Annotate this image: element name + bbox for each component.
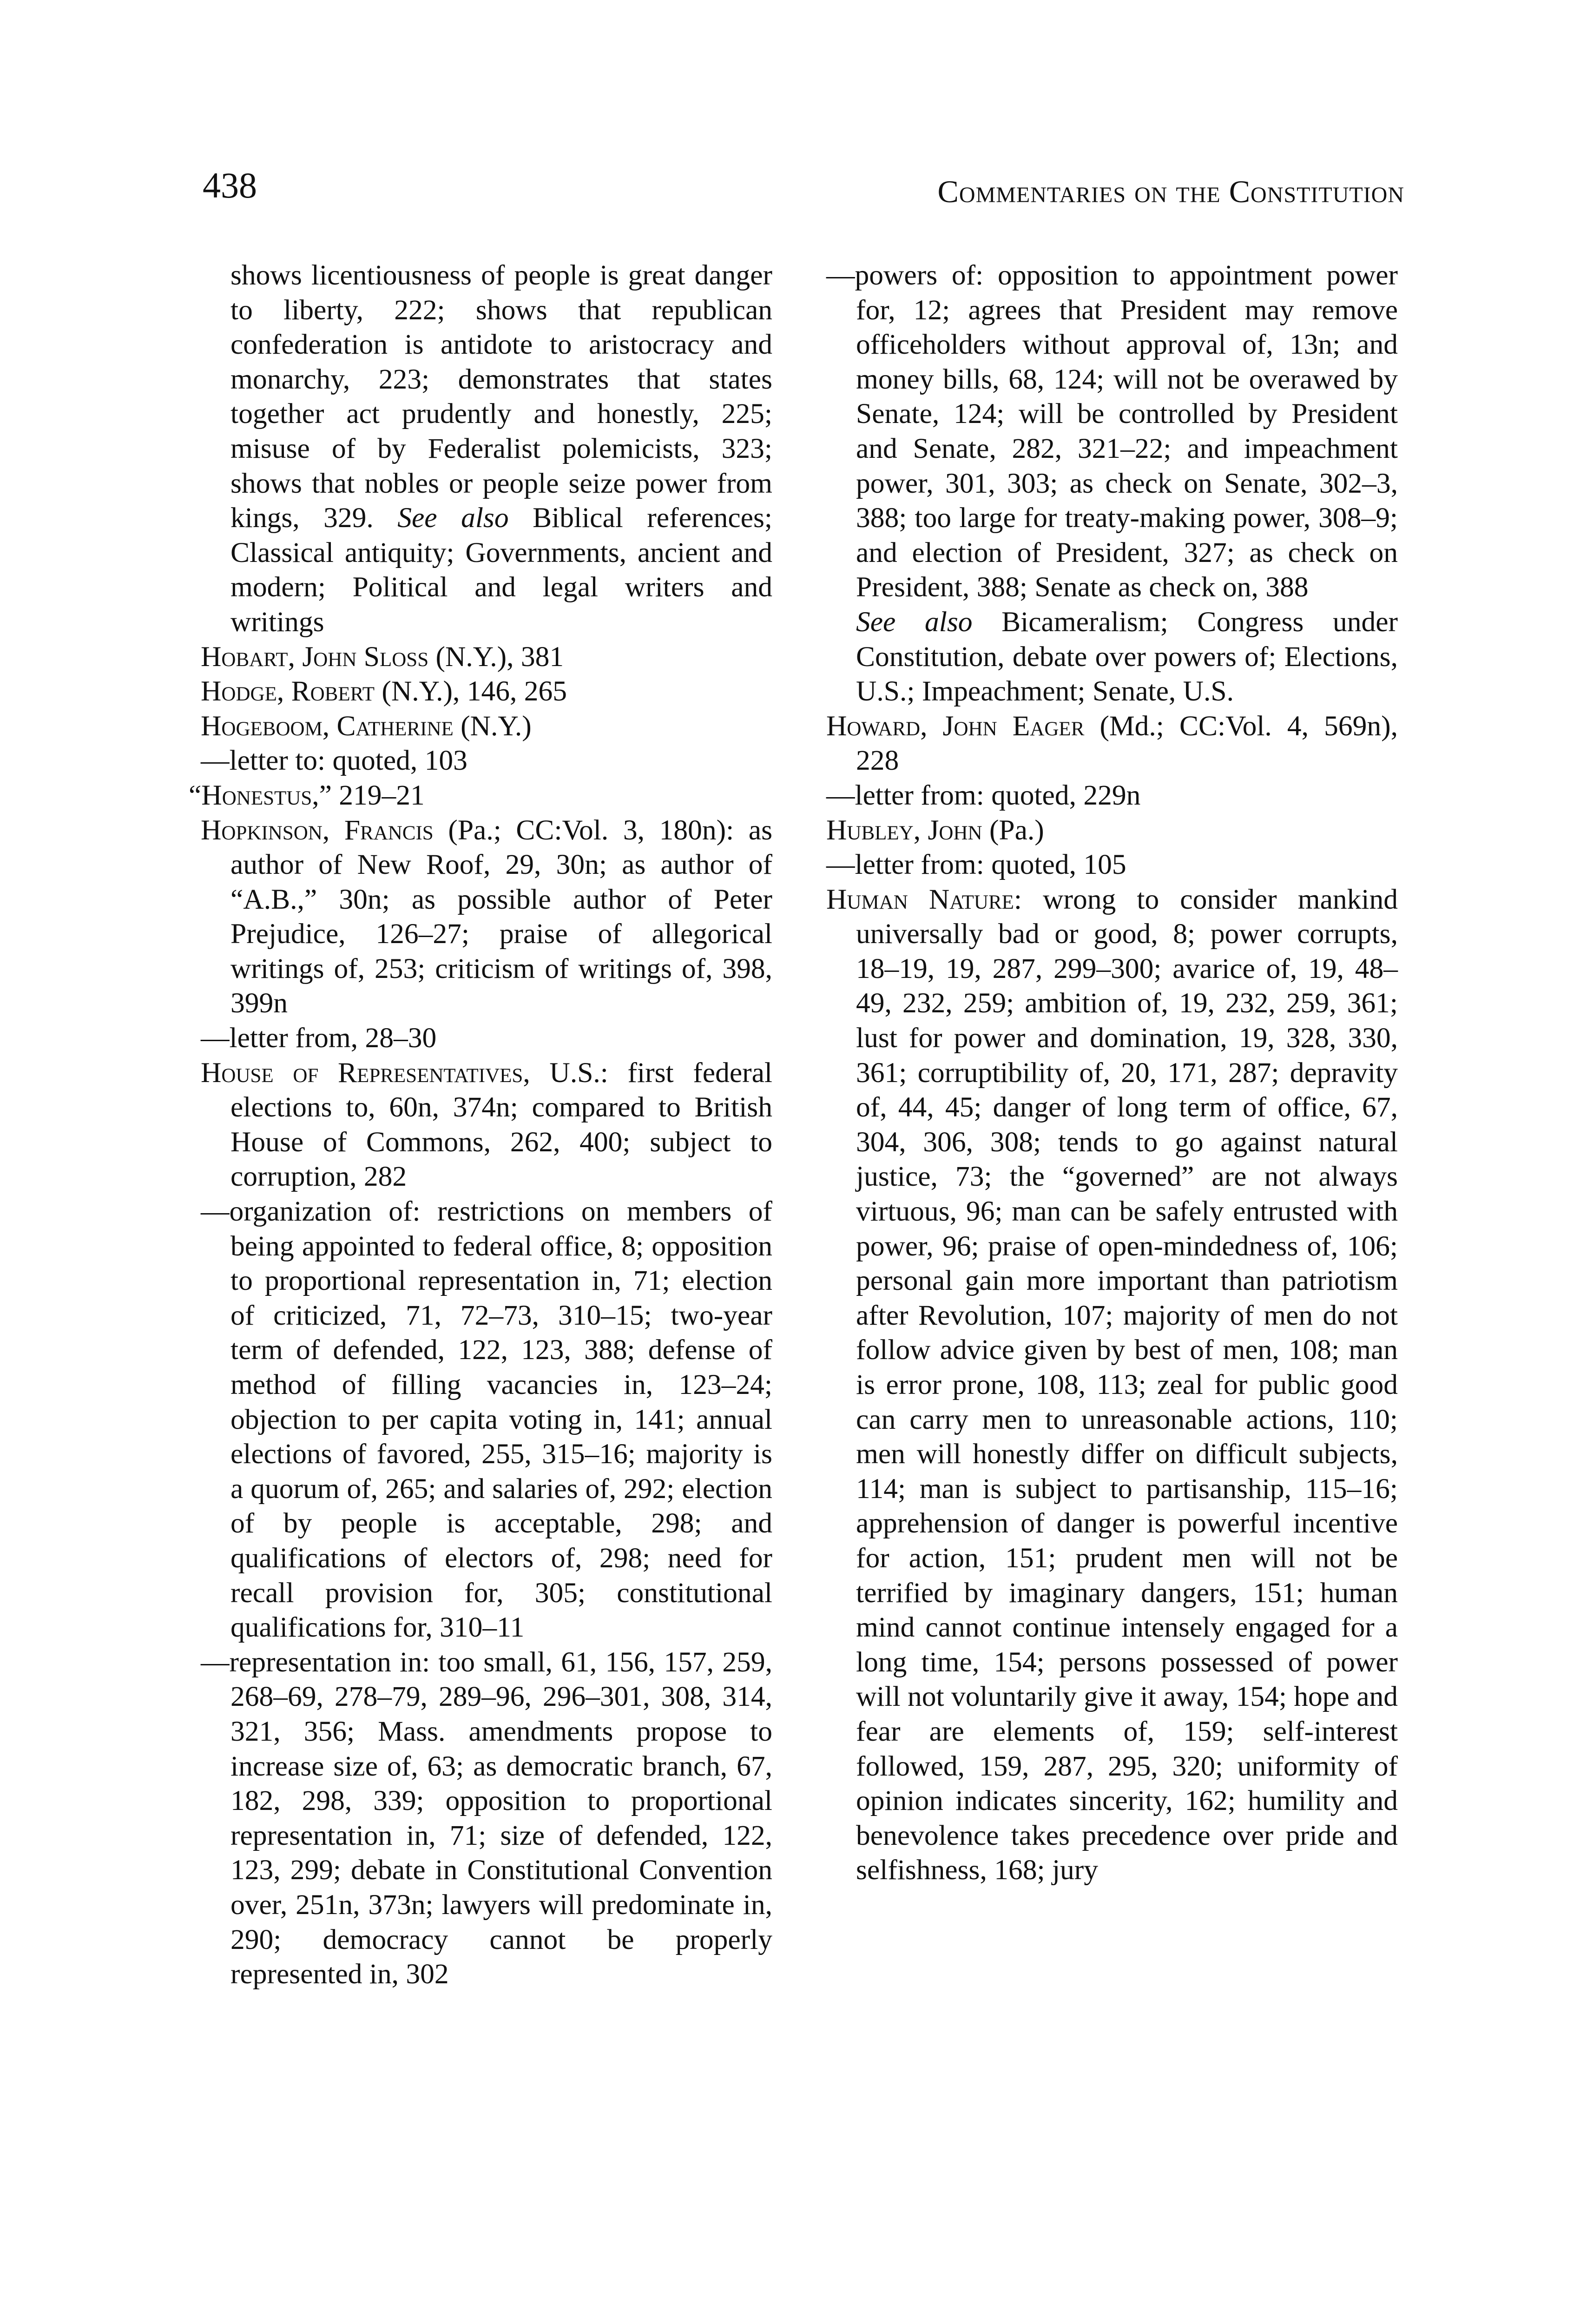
index-entry-howard: Howard, John Eager (Md.; CC:Vol. 4, 569n), 228 xyxy=(826,710,1398,777)
index-entry-hopkinson: Hopkinson, Francis (Pa.; CC:Vol. 3, 180n): as author of New Roof, 29, 30n; as author of “A.B.,” 30n; as possible author of Peter Prejudice, 126–27; praise of allegorical writings of, 253; criticism of writings of, 398, 399n xyxy=(201,814,773,1019)
index-entry-honestus: “Honestus,” 219–21 xyxy=(189,779,425,811)
running-head: Commentaries on the Constitution xyxy=(937,174,1404,209)
index-entry-hogeboom: Hogeboom, Catherine (N.Y.) xyxy=(201,710,532,742)
index-subentry: —powers of: opposition to appointment power for, 12; agrees that President may remove officeholders without approval of, 13n; and money bills, 68, 124; will not be overawed by Senate, 124; will be controlled by President and Senate, 282, 321–22; and impeachment power, 301, 303; as check on Senate, 302–3, 388; too large for treaty-making power, 308–9; and election of President, 327; as check on President, 388; Senate as check on, 388 xyxy=(826,259,1398,603)
index-subentry: —letter to: quoted, 103 xyxy=(201,745,467,777)
index-entry-hobart: Hobart, John Sloss (N.Y.), 381 xyxy=(201,640,564,673)
index-entry-human-nature: Human Nature: wrong to consider mankind universally bad or good, 8; power corrupts, 18–19, 19, 287, 299–300; avarice of, 19, 48–49, 232, 259; ambition of, 19, 232, 259, 361; lust for power and domination, 19, 328, 330, 361; corruptibility of, 20, 171, 287; depravity of, 44, 45; danger of long term of office, 67, 304, 306, 308; tends to go against natural justice, 73; the “governed” are not always virtuous, 96; man can be safely entrusted with power, 96; praise of open-mindedness of, 106; personal gain more important than patriotism after Revolution, 107; majority of men do not follow advice given by best of men, 108; man is error prone, 108, 113; zeal for public good can carry men to unreasonable actions, 110; men will honestly differ on difficult subjects, 114; man is subject to partisanship, 115–16; apprehension of danger is powerful incentive for action, 151; prudent men will not be terrified by imaginary dangers, 151; human mind cannot continue intensely engaged for a long time, 154; persons possessed of power will not voluntarily give it away, 154; hope and fear are elements of, 159; self-interest followed, 159, 287, 295, 320; uniformity of opinion indicates sincerity, 162; humility and benevolence takes precedence over pride and selfishness, 168; jury xyxy=(826,883,1398,1886)
index-entry-see-also: See also Bicameralism; Congress under Constitution, debate over powers of; Elections, U.S.; Impeachment; Senate, U.S. xyxy=(856,606,1398,707)
index-entry-continuation: shows licentiousness of people is great danger to liberty, 222; shows that republican confederation is antidote to aristocracy and monarchy, 223; demonstrates that states together act prudently and honestly, 225; misuse of by Federalist polemicists, 323; shows that nobles or people seize power from kings, 329. See also Biblical references; Classical antiquity; Governments, ancient and modern; Political and legal writers and writings xyxy=(230,259,773,638)
index-entry-house-of-representatives: House of Representatives, U.S.: first federal elections to, 60n, 374n; compared to British House of Commons, 262, 400; subject to corruption, 282 xyxy=(201,1056,772,1193)
index-entry-hodge: Hodge, Robert (N.Y.), 146, 265 xyxy=(201,675,567,707)
index-subentry: —representation in: too small, 61, 156, 157, 259, 268–69, 278–79, 289–96, 296–301, 308, 314, 321, 356; Mass. amendments propose to increase size of, 63; as democratic branch, 67, 182, 298, 339; opposition to proportional representation in, 71; size of defended, 122, 123, 299; debate in Constitutional Convention over, 251n, 373n; lawyers will predominate in, 290; democracy cannot be properly represented in, 302 xyxy=(201,1646,772,1990)
index-subentry: —letter from: quoted, 229n xyxy=(826,779,1141,811)
index-subentry: —organization of: restrictions on members of being appointed to federal office, 8; opposition to proportional representation in, 71; election of criticized, 71, 72–73, 310–15; two-year term of defended, 122, 123, 388; defense of method of filling vacancies in, 123–24; objection to per capita voting in, 141; annual elections of favored, 255, 315–16; majority is a quorum of, 265; and salaries of, 292; election of by people is acceptable, 298; and qualifications of electors of, 298; need for recall provision for, 305; constitutional qualifications for, 310–11 xyxy=(201,1195,772,1644)
page-number: 438 xyxy=(203,165,257,205)
index-entry-hubley: Hubley, John (Pa.) xyxy=(826,814,1044,846)
index-column-left xyxy=(189,258,773,1992)
index-subentry: —letter from, 28–30 xyxy=(201,1022,437,1054)
index-column-right xyxy=(826,258,1398,1888)
index-subentry: —letter from: quoted, 105 xyxy=(826,849,1126,881)
